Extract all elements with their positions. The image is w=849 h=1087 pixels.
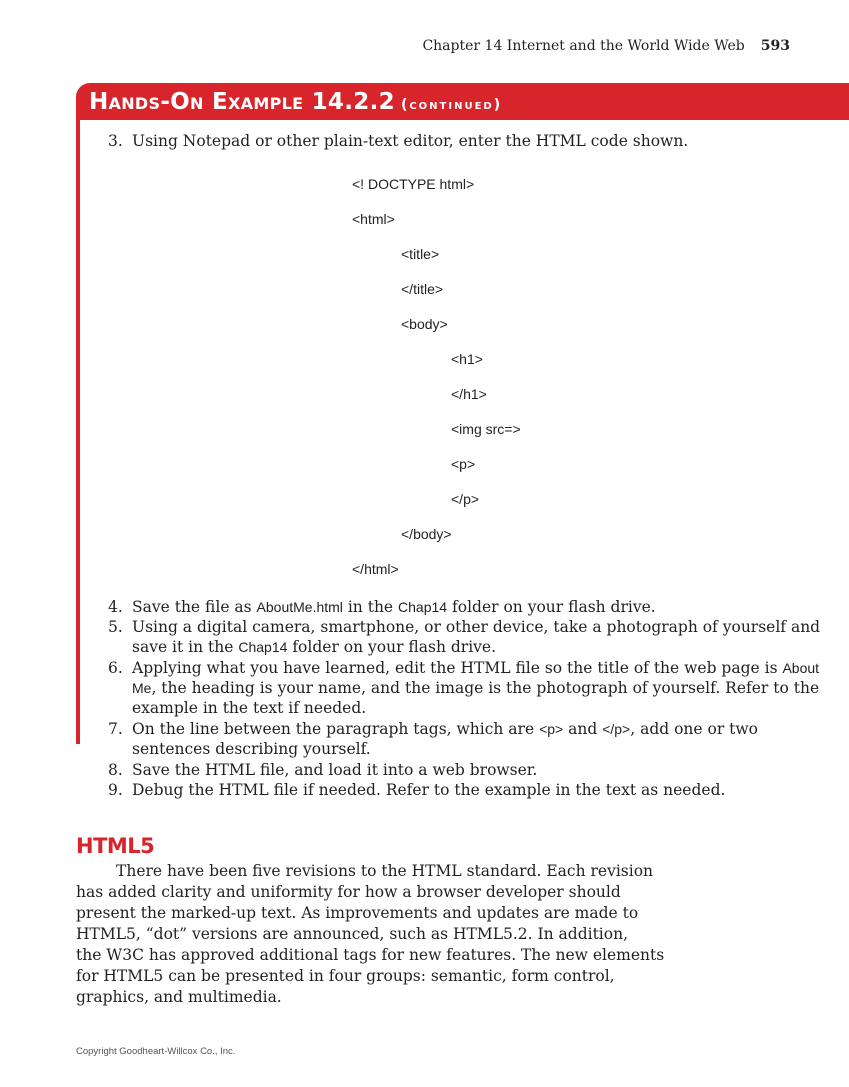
code-line: <title>	[401, 246, 440, 262]
page-title-value: About Me	[132, 660, 820, 696]
code-line: <h1>	[451, 351, 483, 367]
step-text: , add one or two sentences describing yourself.	[132, 720, 759, 758]
banner-title	[89, 84, 502, 120]
code-line: <! DOCTYPE html>	[352, 176, 475, 192]
step-text: Using a digital camera, smartphone, or other device, take a photograph of yourself and save it in the	[132, 618, 821, 656]
step-3	[108, 131, 822, 151]
code-line: <img src=>	[451, 421, 521, 437]
step-text: On the line between the paragraph tags, which are	[132, 720, 540, 738]
file-name: AboutMe.html	[256, 599, 343, 615]
code-line: </p>	[451, 491, 480, 507]
page-number: 593	[760, 38, 790, 54]
section-heading: HTML5	[76, 834, 155, 858]
code-line: <p>	[451, 456, 476, 472]
step-text: Save the file as	[132, 598, 257, 616]
paragraph-line: for HTML5 can be presented in four groups: semantic, form control,	[76, 967, 615, 985]
code-line: </html>	[352, 561, 399, 577]
step-7	[108, 719, 822, 759]
step-text: and	[563, 720, 603, 738]
step-text: folder on your flash drive.	[447, 598, 656, 616]
code-line: </h1>	[451, 386, 487, 402]
step-number: 7.	[108, 720, 123, 738]
chapter-title: Chapter 14 Internet and the World Wide Web	[422, 38, 745, 54]
code-line: <body>	[401, 316, 448, 332]
paragraph-line: present the marked-up text. As improvements and updates are made to	[76, 904, 639, 922]
step-text: Applying what you have learned, edit the HTML file so the title of the web page is	[132, 659, 783, 677]
tag-close: </p>	[602, 721, 631, 737]
step-8	[108, 760, 822, 780]
step-4	[108, 597, 822, 617]
step-6	[108, 658, 822, 718]
code-line: <html>	[352, 211, 395, 227]
copyright-notice: Copyright Goodheart-Willcox Co., Inc.	[76, 1046, 236, 1057]
step-9	[108, 780, 822, 800]
paragraph-line: HTML5, “dot” versions are announced, such as HTML5.2. In addition,	[76, 925, 628, 943]
code-line: </body>	[401, 526, 452, 542]
tag-open: <p>	[539, 721, 564, 737]
paragraph-line: There have been five revisions to the HTML standard. Each revision	[116, 862, 654, 880]
step-number: 3.	[108, 132, 123, 150]
step-number: 5.	[108, 618, 123, 636]
code-line: </title>	[401, 281, 444, 297]
folder-name: Chap14	[238, 639, 288, 655]
step-number: 6.	[108, 659, 123, 677]
banner-title-text: Hands-On Example 14.2.2	[89, 89, 395, 115]
folder-name: Chap14	[398, 599, 448, 615]
step-number: 4.	[108, 598, 123, 616]
example-side-rule	[76, 118, 80, 744]
banner-continued: (continued)	[400, 97, 503, 113]
step-5	[108, 617, 822, 657]
running-head	[422, 38, 790, 54]
step-text: folder on your flash drive.	[287, 638, 497, 656]
paragraph-line: has added clarity and uniformity for how a browser developer should	[76, 883, 621, 901]
step-text: Using Notepad or other plain-text editor, enter the HTML code shown.	[132, 132, 689, 150]
step-text: Save the HTML file, and load it into a web browser.	[132, 761, 538, 779]
step-text: , the heading is your name, and the image is the photograph of yourself. Refer to the example in the text if needed.	[132, 679, 820, 717]
step-text: Debug the HTML file if needed. Refer to the example in the text as needed.	[132, 781, 726, 799]
step-number: 8.	[108, 761, 123, 779]
paragraph-line: graphics, and multimedia.	[76, 988, 282, 1006]
step-number: 9.	[108, 781, 123, 799]
step-text: in the	[342, 598, 399, 616]
paragraph-line: the W3C has approved additional tags for new features. The new elements	[76, 946, 665, 964]
section-paragraph	[76, 861, 665, 1008]
